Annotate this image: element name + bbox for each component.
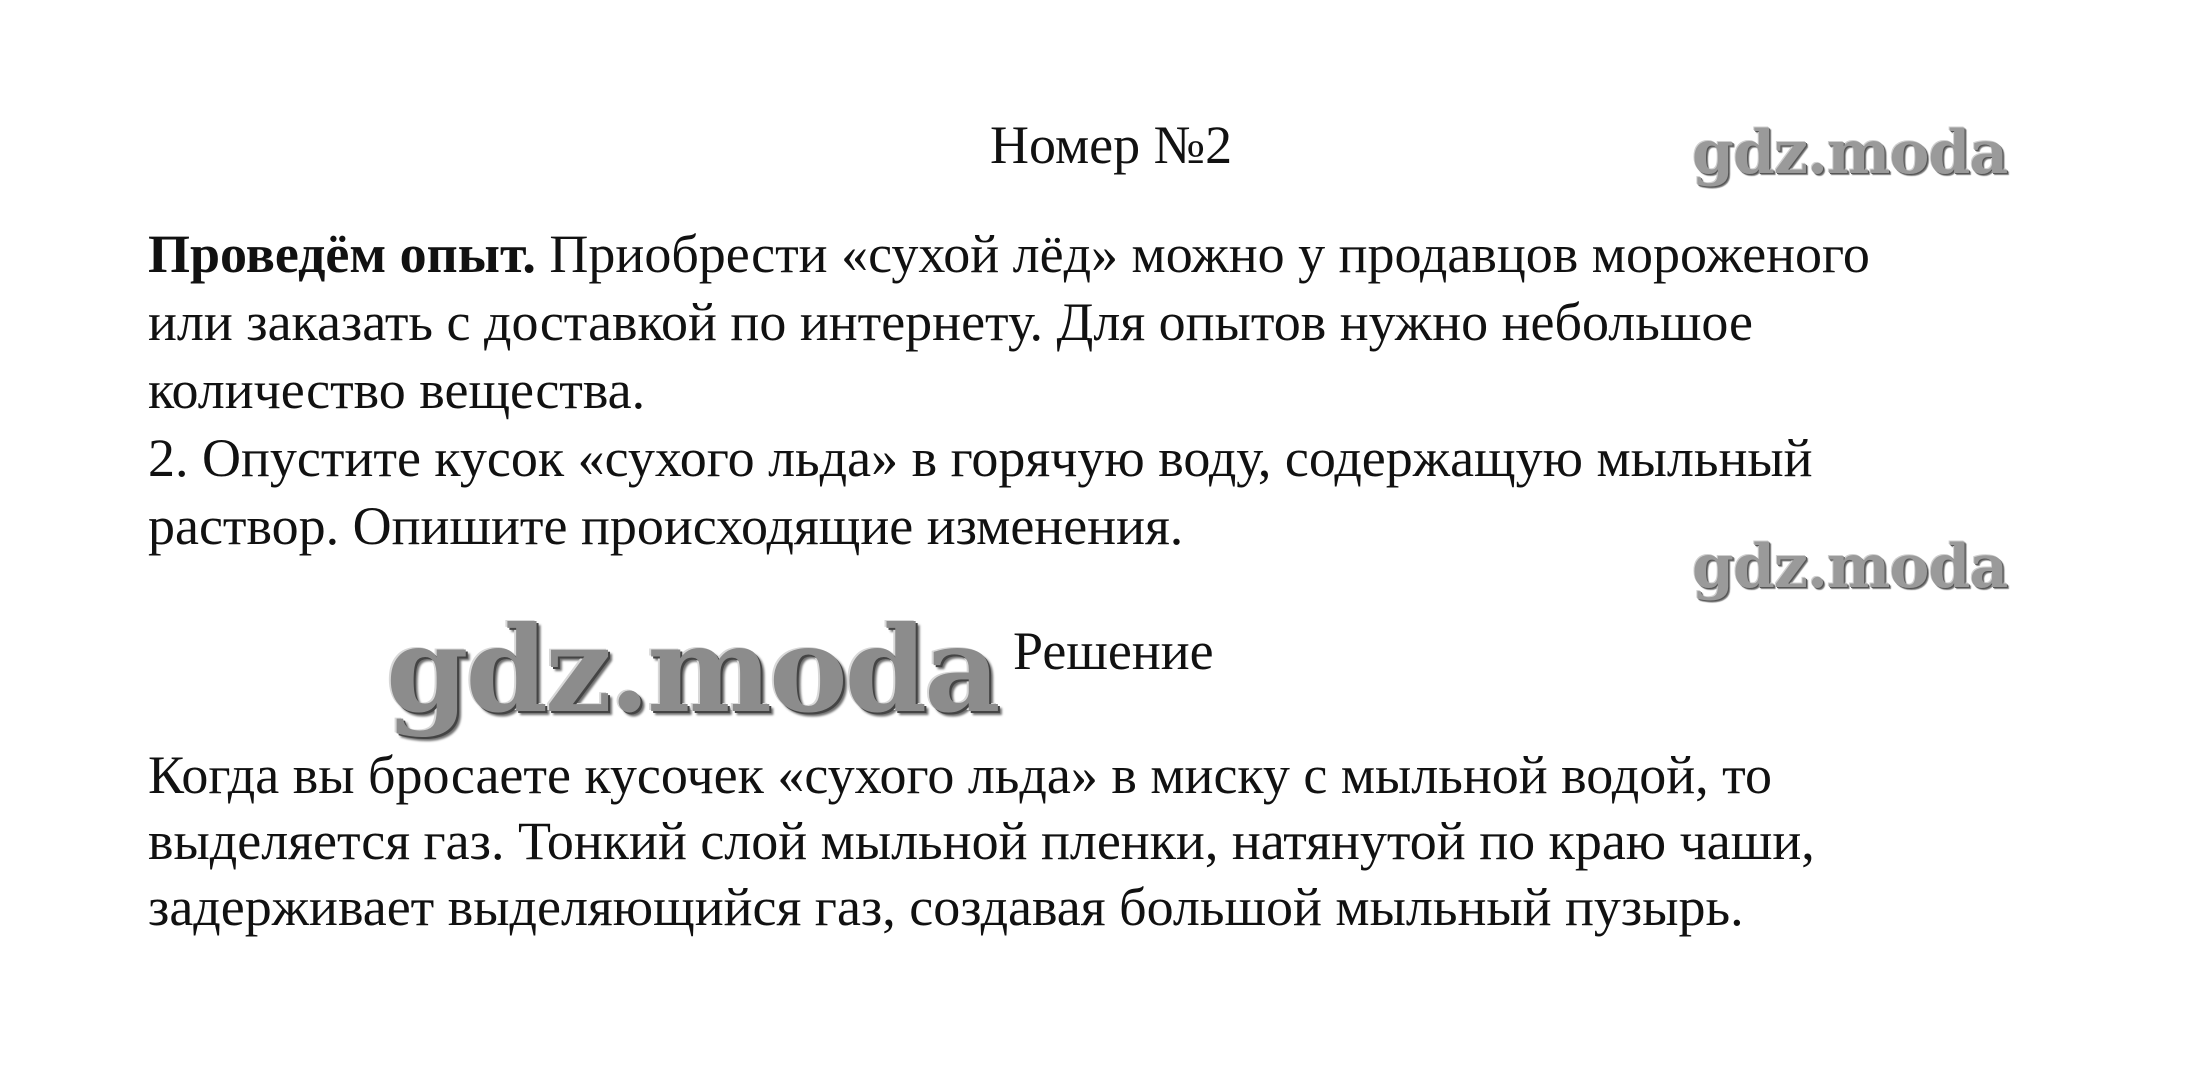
- task-line-1: [148, 220, 2108, 288]
- watermark-middle-right: gdz.moda: [1692, 532, 2008, 602]
- task-line-5: раствор. Опишите происходящие изменения.: [148, 496, 1184, 556]
- task-line-4: 2. Опустите кусок «сухого льда» в горячую воду, содержащую мыльный: [148, 428, 1813, 488]
- solution-heading: Решение: [1013, 621, 1214, 681]
- task-bold-lead: Проведём опыт.: [148, 224, 536, 284]
- answer-line-3: задерживает выделяющийся газ, создавая большой мыльный пузырь.: [148, 877, 1744, 937]
- watermark-large-left: gdz.moda: [386, 600, 998, 739]
- watermark-top-right: gdz.moda: [1692, 118, 2008, 188]
- answer-line-2: выделяется газ. Тонкий слой мыльной пленки, натянутой по краю чаши,: [148, 811, 1815, 871]
- answer-line-1: Когда вы бросаете кусочек «сухого льда» в миску с мыльной водой, то: [148, 745, 1773, 805]
- page-title: Номер №2: [990, 115, 1233, 175]
- task-text: [148, 220, 2108, 560]
- task-line-2: или заказать с доставкой по интернету. Для опытов нужно небольшое: [148, 292, 1754, 352]
- task-line-1-rest: Приобрести «сухой лёд» можно у продавцов мороженого: [535, 224, 1870, 284]
- answer-text: [148, 742, 2108, 940]
- task-line-3: количество вещества.: [148, 360, 646, 420]
